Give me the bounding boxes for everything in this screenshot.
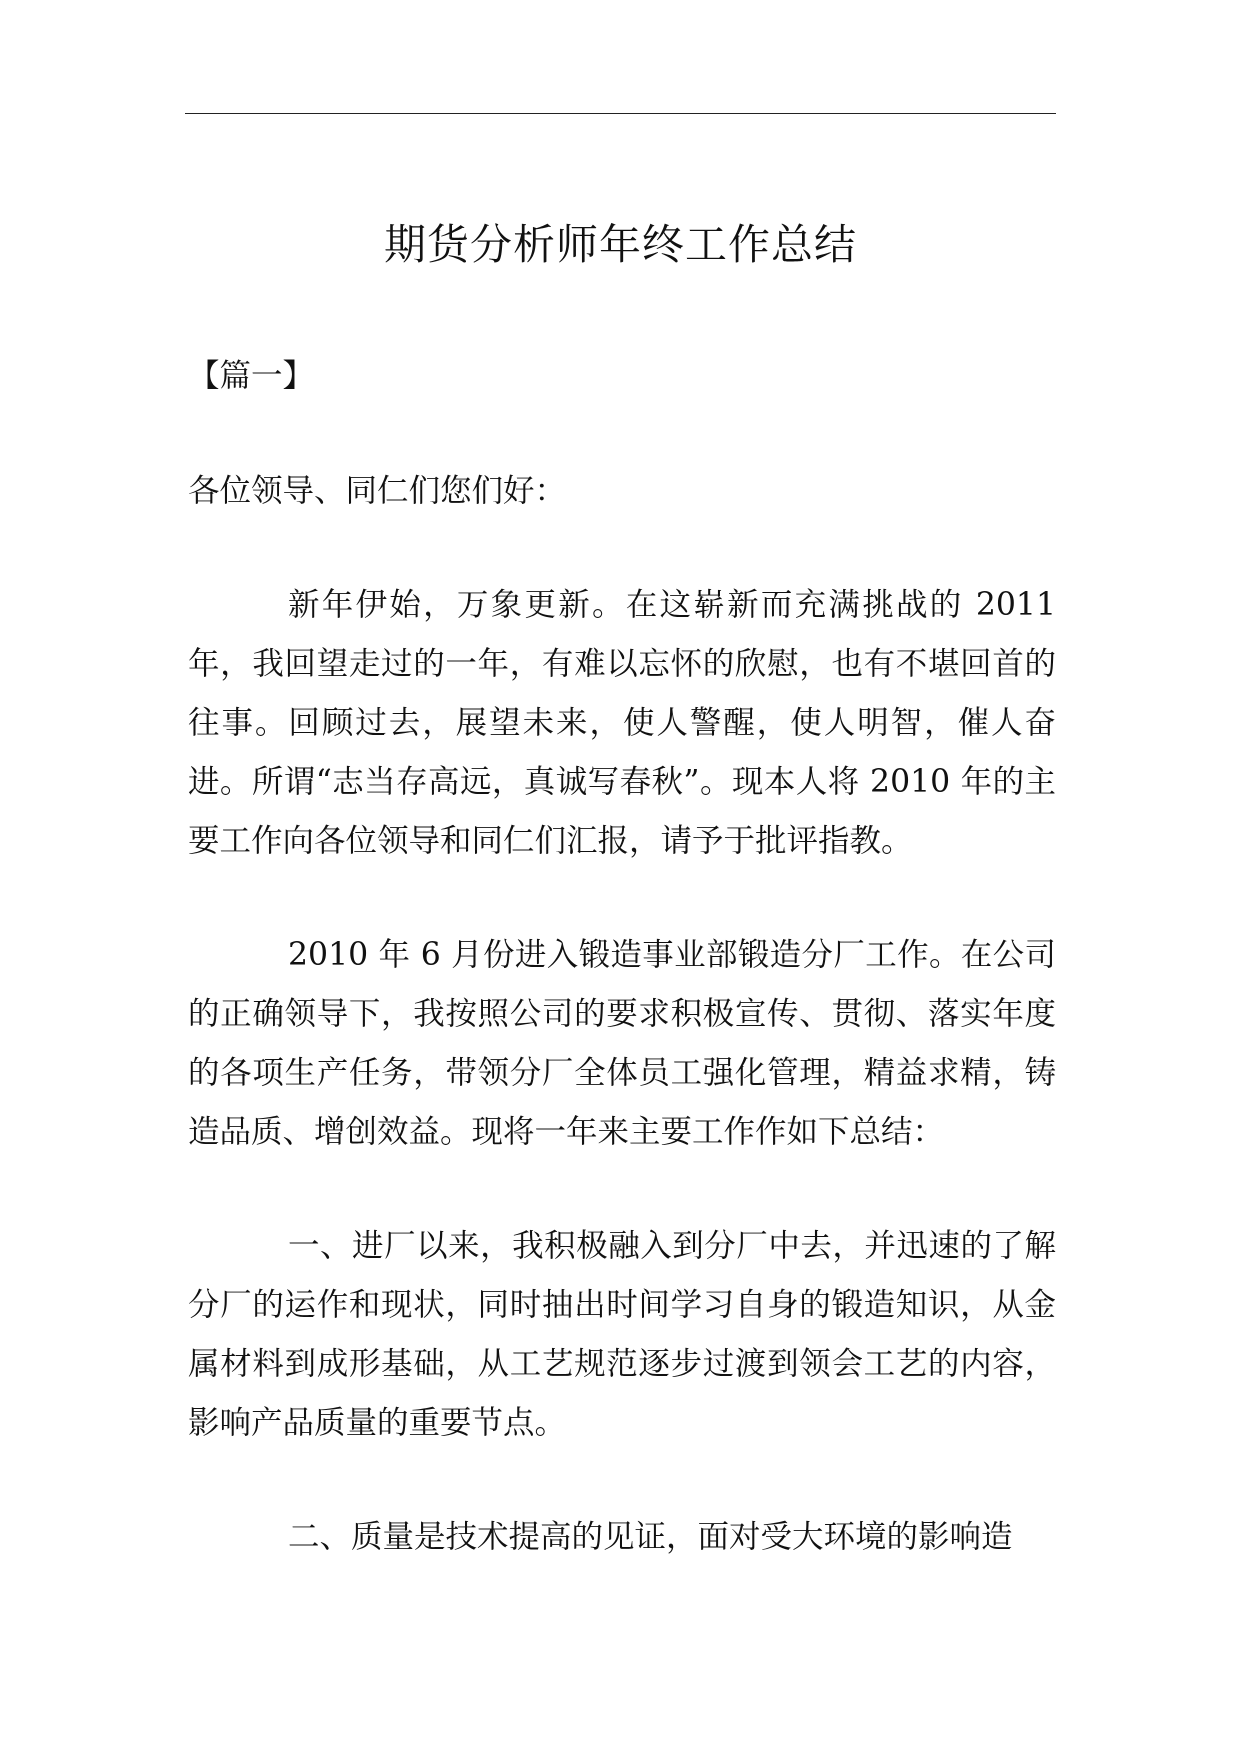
paragraph: 一、进厂以来，我积极融入到分厂中去，并迅速的了解分厂的运作和现状，同时抽出时间学习自身的锻造知识，从金属材料到成形基础，从工艺规范逐步过渡到领会工艺的内容，影响产品质量的重要节点。 [188, 1228, 1056, 1441]
document-body [188, 347, 1056, 1567]
section-label: 【篇一】 [188, 358, 315, 394]
header-divider [185, 113, 1056, 114]
paragraph: 新年伊始，万象更新。在这崭新而充满挑战的 2011 年，我回望走过的一年，有难以忘怀的欣慰，也有不堪回首的往事。回顾过去，展望未来，使人警醒，使人明智，催人奋进。所谓“志当存高远，真诚写春秋”。现本人将 2010 年的主要工作向各位领导和同仁们汇报，请予于批评指教。 [188, 587, 1056, 859]
document-title: 期货分析师年终工作总结 [383, 220, 857, 269]
paragraph: 2010 年 6 月份进入锻造事业部锻造分厂工作。在公司的正确领导下，我按照公司的要求积极宣传、贯彻、落实年度的各项生产任务，带领分厂全体员工强化管理，精益求精，铸造品质、增创效益。现将一年来主要工作作如下总结： [188, 937, 1056, 1150]
greeting: 各位领导、同仁们您们好： [188, 473, 567, 509]
paragraph: 二、质量是技术提高的见证，面对受大环境的影响造 [288, 1519, 1013, 1555]
